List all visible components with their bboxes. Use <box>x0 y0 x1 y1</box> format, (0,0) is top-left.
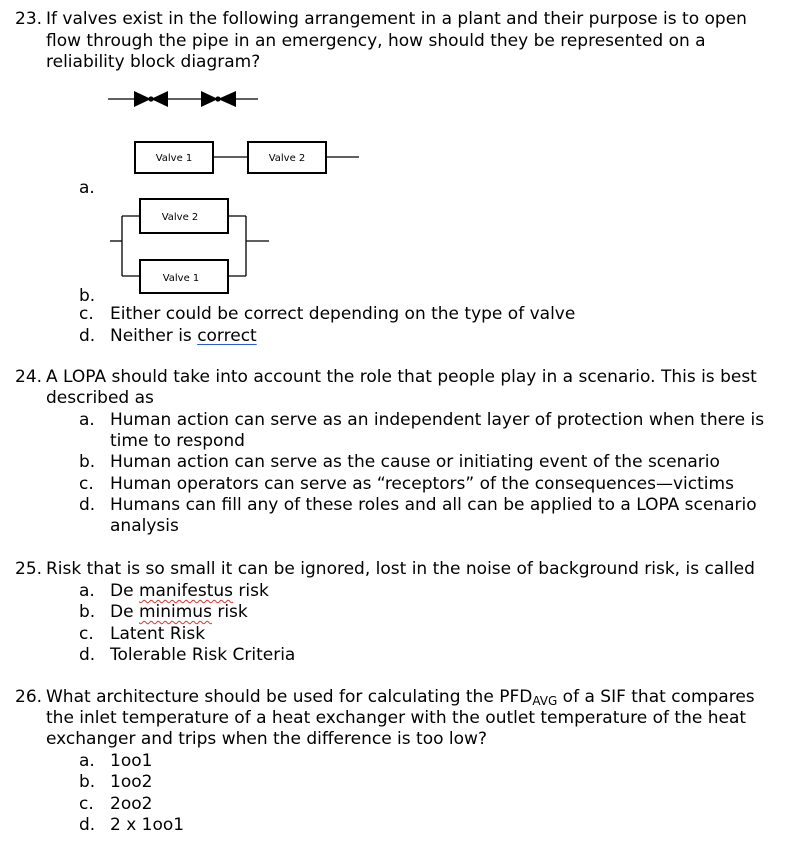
q25-option-c-letter: c. <box>79 624 94 644</box>
q26-option-a-letter: a. <box>79 751 95 771</box>
q26-option-c-text: 2oo2 <box>110 794 153 814</box>
q24-option-d-letter: d. <box>79 495 96 515</box>
q26-option-b-letter: b. <box>79 772 96 792</box>
block-valve-1-parallel-label: Valve 1 <box>162 273 200 284</box>
q23-option-c-text: Either could be correct depending on the type of valve <box>110 304 576 324</box>
q26-option-c-letter: c. <box>79 794 94 814</box>
q24-option-a-letter: a. <box>79 410 95 430</box>
question-26-number: 26. <box>15 687 43 707</box>
q25-option-a-letter: a. <box>79 581 95 601</box>
q24-option-a-line-2: time to respond <box>110 431 245 451</box>
q25-option-b-letter: b. <box>79 602 96 622</box>
block-valve-2-parallel-label: Valve 2 <box>161 212 199 223</box>
q25-option-d-text: Tolerable Risk Criteria <box>110 645 296 665</box>
q25-option-a-text: De manifestus risk <box>110 581 269 601</box>
q24-option-c-text: Human operators can serve as “receptors” of the consequences—victims <box>110 474 734 494</box>
q25-option-d-letter: d. <box>79 645 96 665</box>
q24-option-c-letter: c. <box>79 474 94 494</box>
q23-option-a-letter: a. <box>79 178 95 198</box>
question-24-text-line-2: described as <box>46 388 154 408</box>
q24-option-a-line-1: Human action can serve as an independent layer of protection when there is <box>110 410 765 430</box>
block-valve-2-label: Valve 2 <box>268 153 306 164</box>
series-block-diagram <box>135 142 359 173</box>
spellcheck-underlined-word: manifestus <box>138 581 234 601</box>
valve-arrangement-diagram <box>108 91 258 107</box>
q25-option-b-text: De minimus risk <box>110 602 248 622</box>
pfd-subscript: AVG <box>532 694 558 708</box>
grammar-underlined-word: correct <box>197 326 257 346</box>
question-25-text: Risk that is so small it can be ignored, lost in the noise of background risk, is called <box>46 559 755 579</box>
question-24-text-line-1: A LOPA should take into account the role that people play in a scenario. This is best <box>46 367 757 387</box>
q26-option-b-text: 1oo2 <box>110 772 153 792</box>
spellcheck-underlined-word: minimus <box>138 602 212 622</box>
q23-option-d-text: Neither is correct <box>110 326 257 346</box>
q26-option-d-text: 2 x 1oo1 <box>110 815 185 835</box>
question-25-number: 25. <box>15 559 43 579</box>
question-26-text-line-2: the inlet temperature of a heat exchanger with the outlet temperature of the heat <box>46 708 747 728</box>
q24-option-d-line-2: analysis <box>110 516 179 536</box>
q23-option-b-letter: b. <box>79 286 96 306</box>
question-24-number: 24. <box>15 367 43 387</box>
q23-option-d-letter: d. <box>79 326 96 346</box>
q26-option-d-letter: d. <box>79 815 96 835</box>
question-23-number: 23. <box>15 9 43 29</box>
q23-option-c-letter: c. <box>79 304 94 324</box>
question-26-text-line-3: exchanger and trips when the difference is too low? <box>46 729 487 749</box>
block-valve-1-label: Valve 1 <box>155 153 193 164</box>
q26-option-a-text: 1oo1 <box>110 751 153 771</box>
q24-option-d-line-1: Humans can fill any of these roles and all can be applied to a LOPA scenario <box>110 495 757 515</box>
parallel-block-diagram <box>110 199 269 293</box>
question-23-text-line-1: If valves exist in the following arrangement in a plant and their purpose is to open <box>46 9 747 29</box>
q24-option-b-text: Human action can serve as the cause or initiating event of the scenario <box>110 452 720 472</box>
question-23-text-line-2: flow through the pipe in an emergency, how should they be represented on a <box>46 31 706 51</box>
question-26-text-line-1: What architecture should be used for calculating the $PFD_{AVG}$ of a SIF that compares <box>46 687 755 708</box>
q25-option-c-text: Latent Risk <box>110 624 206 644</box>
question-23-text-line-3: reliability block diagram? <box>46 52 261 72</box>
q24-option-b-letter: b. <box>79 452 96 472</box>
